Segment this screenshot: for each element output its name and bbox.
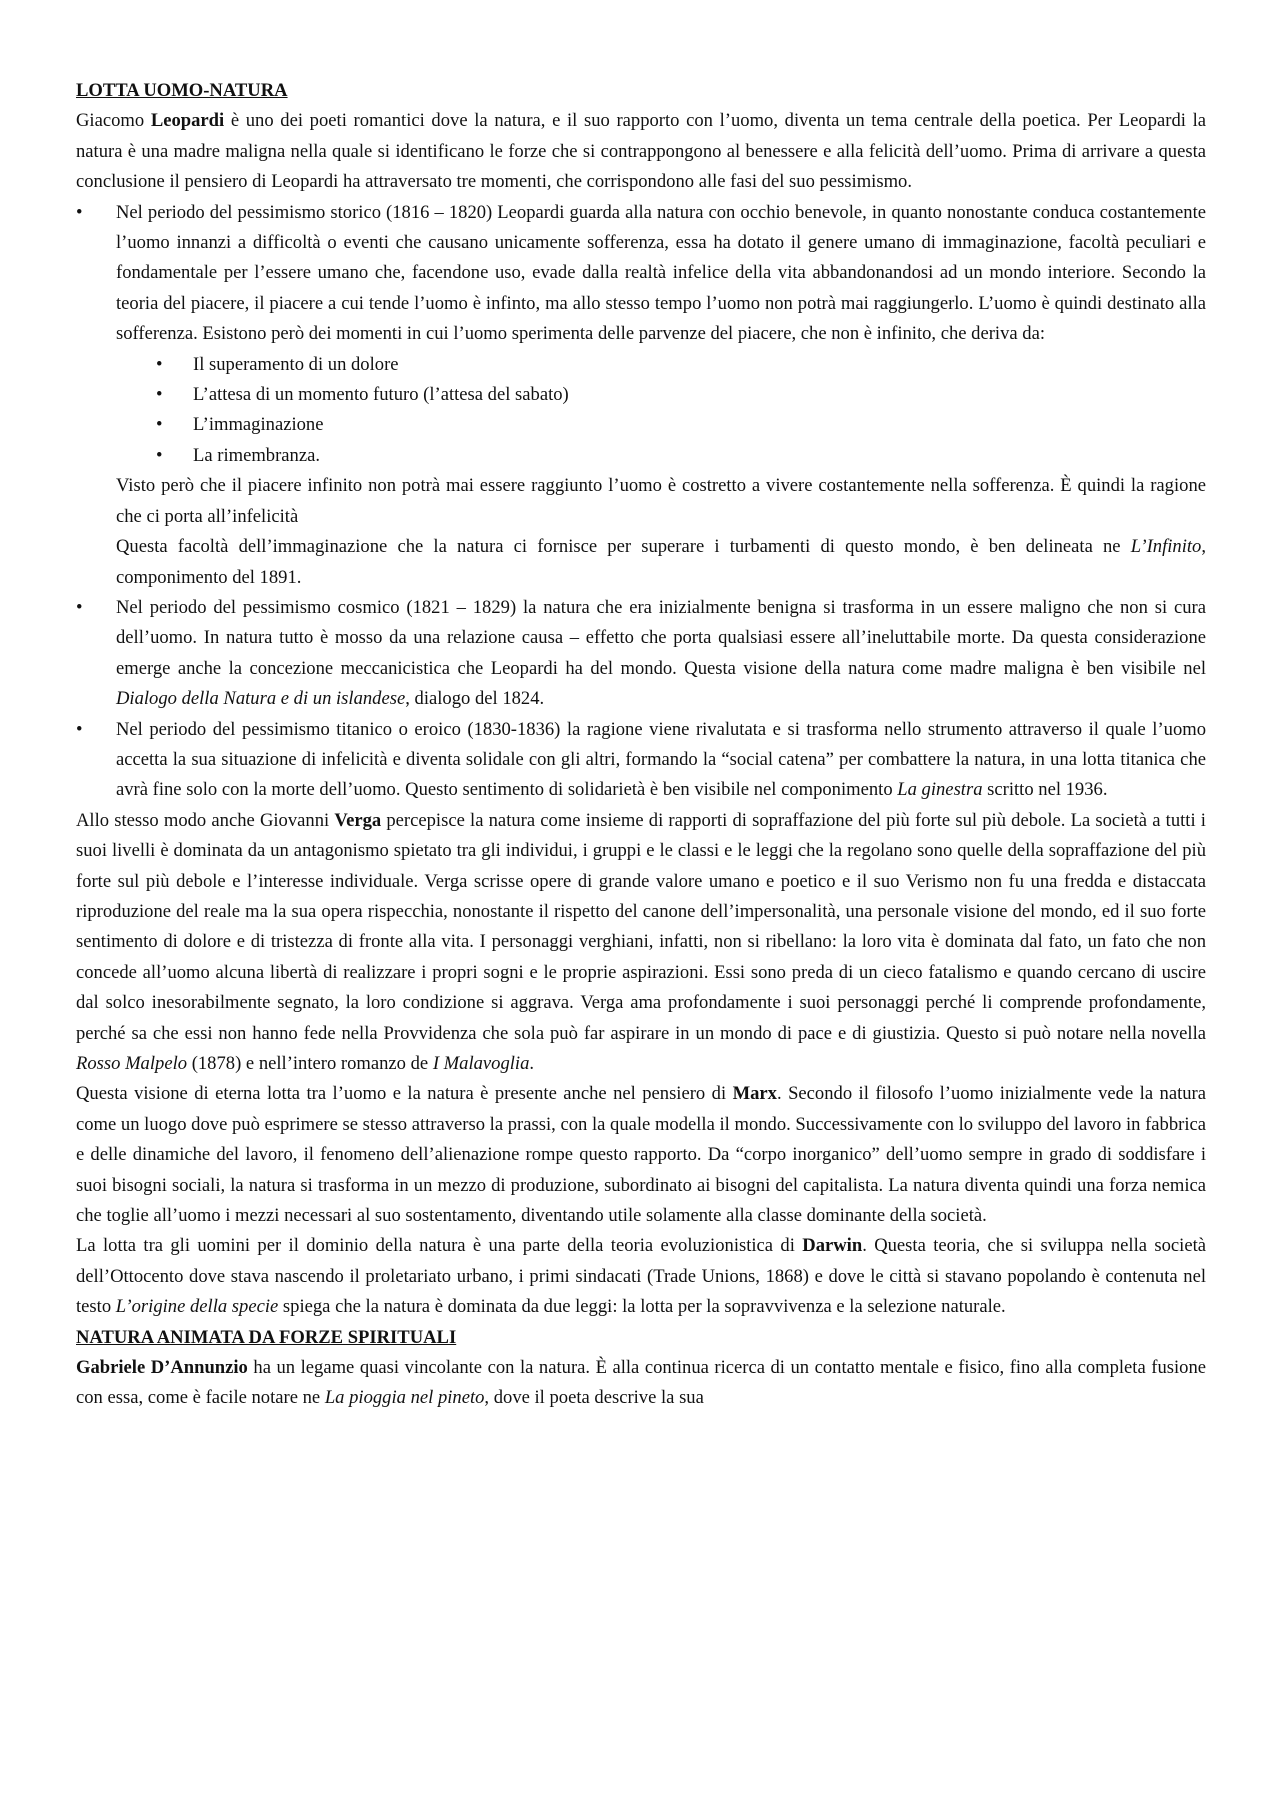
text-run: Questa facoltà dell’immaginazione che la natura ci fornisce per superare i turbamenti di questo mondo, è ben delineata ne [116, 536, 1131, 558]
verga-paragraph [76, 806, 1206, 1080]
text-run: , componimento del 1891. [116, 536, 1206, 588]
bold-term: Verga [334, 809, 382, 831]
bold-term: Leopardi [150, 110, 225, 132]
pessimism-list [76, 198, 1206, 806]
text-run: , dialogo del 1824. [405, 688, 545, 710]
text-run: . [529, 1053, 535, 1074]
bullet-cosmico [76, 593, 1206, 715]
bold-term: Gabriele D’Annunzio [76, 1357, 248, 1379]
bullet-text [116, 532, 1206, 593]
bullet-text [116, 593, 1206, 715]
text-run: . Questa teoria, che si sviluppa nella società dell’Ottocento dove stava nascendo il proletariato urbano, i primi sindacati (Trade Unions, 1868) e dove le città si stavano popolando è contenuta nel testo [76, 1235, 1207, 1318]
section-heading: LOTTA UOMO-NATURA [76, 80, 288, 101]
bullet-storico [76, 198, 1206, 593]
text-run: è uno dei poeti romantici dove la natura, e il suo rapporto con l’uomo, diventa un tema centrale della poetica. Per Leopardi la natura è una madre maligna nella quale si identificano le forze che si contrappongono al benessere e alla felicità dell’uomo. Prima di arrivare a questa conclusione il pensiero di Leopardi ha attraversato tre momenti, che corrispondono alle fasi del suo pessimismo. [76, 110, 1206, 193]
text-run: scritto nel 1936. [982, 779, 1108, 801]
italic-title: L’Infinito [1130, 536, 1202, 558]
bullet-text [116, 198, 1206, 350]
section-heading-2: NATURA ANIMATA DA FORZE SPIRITUALI [76, 1326, 457, 1348]
italic-title: L’origine della specie [115, 1296, 279, 1318]
intro-paragraph [76, 106, 1206, 197]
text-run: , dove il poeta descrive la sua [484, 1387, 704, 1409]
text-run: Allo stesso modo anche Giovanni [76, 809, 335, 831]
italic-title: Dialogo della Natura e di un islandese [116, 688, 406, 710]
text-run: Nel periodo del pessimismo cosmico (1821 – 1829) la natura che era inizialmente benigna si trasforma in un essere maligno che non si cura dell’uomo. In natura tutto è mosso da una relazione causa – effetto che porta qualsiasi essere all’ineluttabile morte. Da questa considerazione emerge anche la concezione meccanicistica che Leopardi ha del mondo. Questa visione della natura come madre maligna è ben visibile nel [116, 596, 1206, 679]
text-run: Nel periodo del pessimismo titanico o eroico (1830-1836) la ragione viene rivalutata e si trasforma nello strumento attraverso il quale l’uomo accetta la sua situazione di infelicità e diventa solidale con gli altri, formando la “social catena” per combattere la natura, in una lotta titanica che avrà fine solo con la morte dell’uomo. Questo sentimento di solidarietà è ben visibile nel componimento [116, 718, 1206, 801]
document-page [76, 76, 1206, 1414]
dannunzio-paragraph [76, 1353, 1206, 1414]
italic-title: La ginestra [897, 779, 983, 801]
text-run: percepisce la natura come insieme di rapporti di sopraffazione del più forte sul più debole. La società a tutti i suoi livelli è dominata da un antagonismo spietato tra gli individui, i gruppi e le classi e le leggi che la regolano sono quelle della sopraffazione del più forte sul più debole e l’interesse individuale. Verga scrisse opere di grande valore umano e poetico e il suo Verismo non fu una fredda e distaccata riproduzione del reale ma la sua opera rispecchia, nonostante il rispetto del canone dell’impersonalità, una personale visione del mondo, ed il suo forte sentimento di dolore e di tristezza di fronte alla vita. I personaggi verghiani, infatti, non si ribellano: la loro vita è dominata dal fato, un fato che non concede all’uomo alcuna libertà di realizzare i propri sogni e le proprie aspirazioni. Essi sono preda di un cieco fatalismo e quando cercano di uscire dal solco inesorabilmente segnato, la loro condizione si aggrava. Verga ama profondamente i suoi personaggi perché li comprende profondamente, perché sa che essi non hanno fede nella Provvidenza che sola può far aspirare in un mondo di pace e di giustizia. Questo si può notare nella novella [76, 809, 1206, 1044]
bullet-text [116, 471, 1206, 532]
text-run: Giacomo [76, 110, 151, 132]
text-run: . Secondo il filosofo l’uomo inizialmente vede la natura come un luogo dove può esprimere se stesso attraverso la prassi, con la quale modella il mondo. Successivamente con lo sviluppo del lavoro in fabbrica e delle dinamiche del lavoro, il fenomeno dell’alienazione rompe questo rapporto. Da “corpo inorganico” dell’uomo sempre in grado di soddisfare i suoi bisogni sociali, la natura si trasforma in un mezzo di produzione, subordinato ai bisogni del capitalista. La natura diventa quindi una forza nemica che toglie all’uomo i mezzi necessari al suo sostentamento, diventando utile solamente alla classe dominante della società. [76, 1083, 1206, 1227]
italic-title: I Malavoglia [432, 1053, 530, 1074]
bold-term: Marx [732, 1083, 777, 1105]
pleasure-sources-list [156, 350, 1206, 472]
italic-title: La pioggia nel pineto [324, 1387, 485, 1409]
bold-term: Darwin [802, 1235, 863, 1257]
bullet-titanico [76, 715, 1206, 806]
text-run: La lotta tra gli uomini per il dominio della natura è una parte della teoria evoluzionistica di [76, 1235, 803, 1257]
text-run: Questa visione di eterna lotta tra l’uomo e la natura è presente anche nel pensiero di [76, 1083, 733, 1105]
sub-bullet: • Il superamento di un dolore [156, 350, 1206, 380]
marx-paragraph [76, 1079, 1206, 1231]
bullet-text [116, 715, 1206, 806]
text-run: ha un legame quasi vincolante con la natura. È alla continua ricerca di un contatto mentale e fisico, fino alla completa fusione con essa, come è facile notare ne [76, 1357, 1206, 1409]
text-run: Nel periodo del pessimismo storico (1816 – 1820) Leopardi guarda alla natura con occhio benevole, in quanto nonostante conduca costantemente l’uomo innanzi a difficoltà o eventi che causano unicamente sofferenza, essa ha dotato il genere umano di immaginazione, facoltà peculiari e fondamentale per l’essere umano che, facendone uso, evade dalla realtà infelice della vita abbandonandosi ad un mondo interiore. Secondo la teoria del piacere, il piacere a cui tende l’uomo è infinto, ma allo stesso tempo l’uomo non potrà mai raggiungerlo. L’uomo è quindi destinato alla sofferenza. Esistono però dei momenti in cui l’uomo sperimenta delle parvenze del piacere, che non è infinito, che deriva da: [116, 201, 1206, 345]
sub-bullet: • La rimembranza. [156, 441, 1206, 471]
sub-bullet: • L’immaginazione [156, 410, 1206, 440]
italic-title: Rosso Malpelo [76, 1053, 188, 1074]
text-run: Visto però che il piacere infinito non potrà mai essere raggiunto l’uomo è costretto a vivere costantemente nella sofferenza. È quindi la ragione che ci porta all’infelicità [116, 475, 1206, 527]
sub-bullet: • L’attesa di un momento futuro (l’attesa del sabato) [156, 380, 1206, 410]
text-run: spiega che la natura è dominata da due leggi: la lotta per la sopravvivenza e la selezione naturale. [278, 1296, 1006, 1318]
darwin-paragraph [76, 1231, 1206, 1322]
text-run: (1878) e nell’intero romanzo de [187, 1053, 433, 1074]
